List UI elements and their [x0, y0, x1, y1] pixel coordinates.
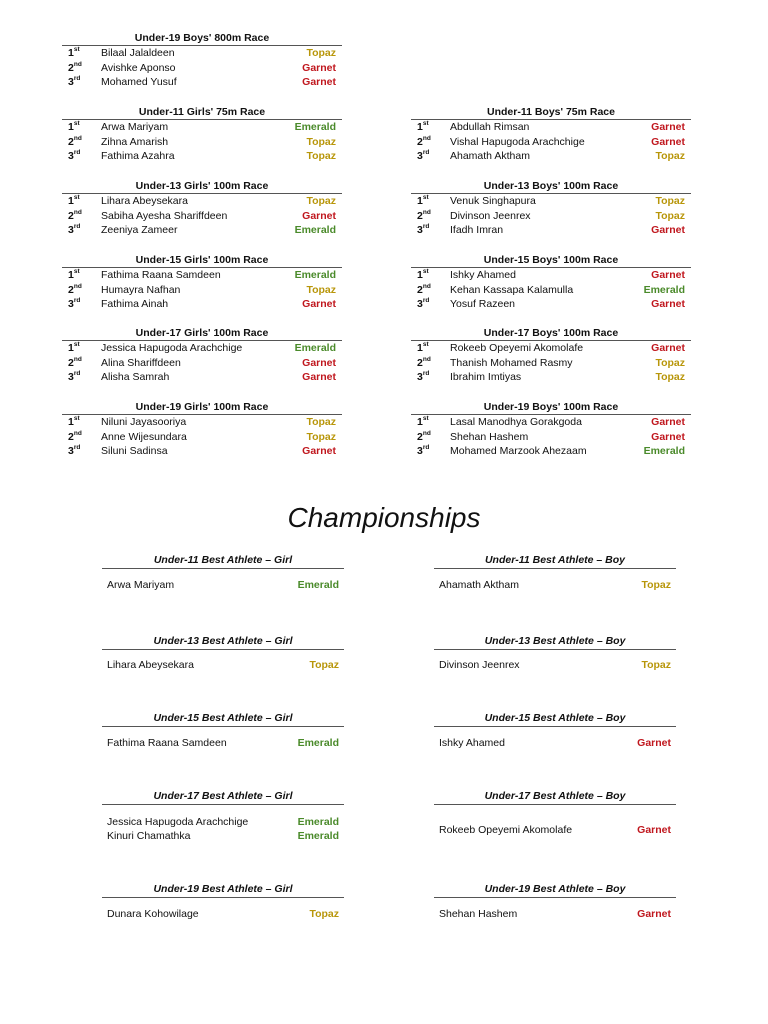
athlete-name: Shehan Hashem — [439, 908, 518, 920]
house-label: Garnet — [302, 76, 336, 89]
house-label: Topaz — [306, 283, 336, 296]
house-label: Garnet — [302, 356, 336, 369]
place-label: 3rd — [68, 149, 81, 163]
race-block — [62, 401, 342, 459]
race-row — [411, 209, 691, 224]
award-row — [102, 658, 344, 672]
athlete-name: Fathima Azahra — [101, 150, 175, 163]
house-label: Garnet — [637, 908, 671, 920]
athlete-name: Fathima Ainah — [101, 298, 169, 311]
race-title: Under-19 Boys' 100m Race — [411, 401, 691, 415]
athlete-name: Kehan Kassapa Kalamulla — [450, 283, 574, 296]
house-label: Emerald — [643, 445, 685, 458]
race-row — [62, 356, 342, 371]
race-title: Under-13 Girls' 100m Race — [62, 180, 342, 194]
athlete-name: Lihara Abeysekara — [107, 659, 194, 671]
house-label: Garnet — [302, 371, 336, 384]
house-label: Topaz — [655, 371, 685, 384]
athlete-name: Rokeeb Opeyemi Akomolafe — [439, 824, 573, 836]
place-label: 2nd — [417, 282, 431, 296]
athlete-name: Jessica Hapugoda Arachchige — [107, 816, 249, 828]
award-row — [102, 736, 344, 750]
place-label: 2nd — [68, 282, 82, 296]
race-row — [62, 61, 342, 76]
race-block — [62, 180, 342, 238]
place-label: 3rd — [68, 370, 81, 384]
house-label: Garnet — [302, 61, 336, 74]
race-row — [411, 283, 691, 298]
athlete-name: Jessica Hapugoda Arachchige — [101, 342, 243, 354]
place-label: 1st — [417, 268, 429, 281]
race-row — [62, 268, 342, 283]
award-title: Under-13 Best Athlete – Girl — [102, 634, 344, 650]
race-row — [411, 415, 691, 430]
award-row — [434, 907, 676, 921]
race-row — [62, 149, 342, 164]
house-label: Topaz — [655, 195, 685, 207]
house-label: Topaz — [641, 659, 671, 671]
race-row — [411, 341, 691, 356]
house-label: Garnet — [302, 209, 336, 222]
race-row — [62, 209, 342, 224]
race-row — [411, 120, 691, 135]
athlete-name: Humayra Nafhan — [101, 283, 181, 296]
race-block — [62, 254, 342, 312]
place-label: 1st — [417, 194, 429, 207]
award-title: Under-19 Best Athlete – Girl — [102, 882, 344, 898]
award-row — [102, 578, 344, 592]
house-label: Topaz — [306, 195, 336, 207]
place-label: 3rd — [68, 75, 81, 89]
place-label: 1st — [68, 194, 80, 207]
race-row — [411, 297, 691, 312]
athlete-name: Sabiha Ayesha Shariffdeen — [101, 209, 228, 222]
award-block — [102, 634, 344, 672]
award-block — [102, 789, 344, 843]
race-block — [411, 254, 691, 312]
award-row — [102, 815, 344, 829]
race-row — [411, 370, 691, 385]
race-row — [62, 194, 342, 209]
place-label: 1st — [417, 415, 429, 428]
place-label: 3rd — [417, 370, 430, 384]
place-label: 1st — [68, 415, 80, 428]
house-label: Emerald — [294, 269, 336, 281]
race-title: Under-19 Girls' 100m Race — [62, 401, 342, 415]
race-row — [62, 135, 342, 150]
athlete-name: Divinson Jeenrex — [450, 209, 531, 222]
award-title: Under-11 Best Athlete – Girl — [102, 553, 344, 569]
race-row — [62, 283, 342, 298]
house-label: Emerald — [297, 737, 339, 749]
award-block — [102, 553, 344, 592]
athlete-name: Mohamed Marzook Ahezaam — [450, 445, 587, 458]
athlete-name: Arwa Mariyam — [101, 121, 169, 133]
place-label: 3rd — [417, 297, 430, 311]
award-block — [434, 634, 676, 672]
athlete-name: Abdullah Rimsan — [450, 121, 530, 133]
house-label: Garnet — [651, 416, 685, 428]
house-label: Emerald — [294, 224, 336, 237]
award-title: Under-15 Best Athlete – Girl — [102, 711, 344, 727]
house-label: Garnet — [651, 135, 685, 148]
award-row — [102, 829, 344, 843]
house-label: Emerald — [297, 579, 339, 591]
athlete-name: Niluni Jayasooriya — [101, 416, 187, 428]
place-label: 3rd — [417, 149, 430, 163]
athlete-name: Venuk Singhapura — [450, 195, 536, 207]
place-label: 3rd — [417, 444, 430, 458]
award-block — [434, 553, 676, 592]
race-row — [411, 430, 691, 445]
house-label: Garnet — [302, 298, 336, 311]
place-label: 2nd — [68, 134, 82, 148]
athlete-name: Zihna Amarish — [101, 135, 169, 148]
place-label: 1st — [68, 120, 80, 133]
place-label: 3rd — [417, 223, 430, 237]
place-label: 3rd — [68, 297, 81, 311]
athlete-name: Ibrahim Imtiyas — [450, 371, 522, 384]
house-label: Topaz — [655, 209, 685, 222]
race-title: Under-17 Boys' 100m Race — [411, 327, 691, 341]
race-row — [411, 149, 691, 164]
award-title: Under-17 Best Athlete – Girl — [102, 789, 344, 805]
athlete-name: Dunara Kohowilage — [107, 908, 199, 920]
house-label: Topaz — [641, 579, 671, 591]
race-title: Under-17 Girls' 100m Race — [62, 327, 342, 341]
house-label: Garnet — [302, 445, 336, 458]
award-block — [434, 789, 676, 837]
race-title: Under-15 Boys' 100m Race — [411, 254, 691, 268]
race-block — [411, 180, 691, 238]
place-label: 3rd — [68, 444, 81, 458]
place-label: 2nd — [68, 429, 82, 443]
race-title: Under-13 Boys' 100m Race — [411, 180, 691, 194]
race-row — [62, 444, 342, 459]
award-title: Under-15 Best Athlete – Boy — [434, 711, 676, 727]
race-block — [62, 106, 342, 164]
place-label: 1st — [68, 341, 80, 354]
house-label: Topaz — [306, 150, 336, 163]
athlete-name: Zeeniya Zameer — [101, 224, 178, 237]
house-label: Emerald — [294, 342, 336, 354]
house-label: Topaz — [306, 416, 336, 428]
award-row — [102, 907, 344, 921]
house-label: Topaz — [306, 430, 336, 443]
award-block — [102, 711, 344, 750]
race-row — [62, 370, 342, 385]
place-label: 1st — [417, 120, 429, 133]
race-row — [62, 430, 342, 445]
award-block — [434, 882, 676, 921]
race-row — [62, 341, 342, 356]
place-label: 2nd — [417, 208, 431, 222]
house-label: Garnet — [651, 224, 685, 237]
race-row — [411, 356, 691, 371]
house-label: Topaz — [309, 908, 339, 920]
race-block — [411, 106, 691, 164]
house-label: Emerald — [643, 283, 685, 296]
house-label: Topaz — [309, 659, 339, 671]
athlete-name: Yosuf Razeen — [450, 298, 515, 311]
award-title: Under-13 Best Athlete – Boy — [434, 634, 676, 650]
race-row — [62, 46, 342, 61]
award-block — [102, 882, 344, 921]
house-label: Topaz — [655, 356, 685, 369]
house-label: Garnet — [637, 737, 671, 749]
race-title: Under-11 Girls' 75m Race — [62, 106, 342, 120]
athlete-name: Lasal Manodhya Gorakgoda — [450, 416, 582, 428]
athlete-name: Ishky Ahamed — [439, 737, 505, 749]
race-row — [411, 444, 691, 459]
athlete-name: Alina Shariffdeen — [101, 356, 181, 369]
award-title: Under-17 Best Athlete – Boy — [434, 789, 676, 805]
place-label: 1st — [68, 268, 80, 281]
race-row — [62, 415, 342, 430]
athlete-name: Bilaal Jalaldeen — [101, 47, 175, 59]
athlete-name: Fathima Raana Samdeen — [107, 737, 227, 749]
championships-heading: Championships — [287, 502, 481, 533]
place-label: 2nd — [68, 355, 82, 369]
athlete-name: Vishal Hapugoda Arachchige — [450, 135, 585, 148]
race-row — [411, 135, 691, 150]
race-row — [62, 223, 342, 238]
race-row — [411, 268, 691, 283]
place-label: 2nd — [417, 355, 431, 369]
house-label: Garnet — [651, 430, 685, 443]
athlete-name: Mohamed Yusuf — [101, 76, 177, 89]
race-row — [62, 120, 342, 135]
race-block — [411, 401, 691, 459]
award-row — [434, 736, 676, 750]
house-label: Garnet — [651, 342, 685, 354]
athlete-name: Avishke Aponso — [101, 61, 176, 74]
race-row — [62, 75, 342, 90]
athlete-name: Alisha Samrah — [101, 371, 170, 384]
house-label: Topaz — [306, 135, 336, 148]
house-label: Garnet — [651, 121, 685, 133]
athlete-name: Lihara Abeysekara — [101, 195, 188, 207]
race-block — [411, 327, 691, 385]
place-label: 2nd — [417, 429, 431, 443]
house-label: Garnet — [637, 824, 671, 836]
race-row — [62, 297, 342, 312]
race-row — [411, 194, 691, 209]
race-title: Under-19 Boys' 800m Race — [62, 32, 342, 46]
athlete-name: Fathima Raana Samdeen — [101, 269, 221, 281]
house-label: Emerald — [297, 816, 339, 828]
place-label: 2nd — [417, 134, 431, 148]
athlete-name: Kinuri Chamathka — [107, 830, 191, 842]
athlete-name: Rokeeb Opeyemi Akomolafe — [450, 342, 584, 354]
place-label: 1st — [417, 341, 429, 354]
award-row — [434, 658, 676, 672]
house-label: Topaz — [306, 47, 336, 59]
athlete-name: Ahamath Aktham — [439, 579, 519, 591]
athlete-name: Thanish Mohamed Rasmy — [450, 356, 573, 369]
house-label: Topaz — [655, 150, 685, 163]
athlete-name: Divinson Jeenrex — [439, 659, 520, 671]
race-row — [411, 223, 691, 238]
award-title: Under-19 Best Athlete – Boy — [434, 882, 676, 898]
race-title: Under-11 Boys' 75m Race — [411, 106, 691, 120]
athlete-name: Ahamath Aktham — [450, 150, 530, 163]
place-label: 2nd — [68, 60, 82, 74]
house-label: Emerald — [297, 830, 339, 842]
athlete-name: Arwa Mariyam — [107, 579, 175, 591]
race-title: Under-15 Girls' 100m Race — [62, 254, 342, 268]
athlete-name: Shehan Hashem — [450, 430, 529, 443]
place-label: 3rd — [68, 223, 81, 237]
house-label: Garnet — [651, 269, 685, 281]
place-label: 1st — [68, 46, 80, 59]
athlete-name: Anne Wijesundara — [101, 430, 187, 443]
athlete-name: Ifadh Imran — [450, 224, 504, 237]
house-label: Emerald — [294, 121, 336, 133]
race-block — [62, 327, 342, 385]
award-title: Under-11 Best Athlete – Boy — [434, 553, 676, 569]
race-block — [62, 32, 342, 90]
award-row — [434, 578, 676, 592]
house-label: Garnet — [651, 298, 685, 311]
athlete-name: Siluni Sadinsa — [101, 445, 168, 458]
place-label: 2nd — [68, 208, 82, 222]
athlete-name: Ishky Ahamed — [450, 269, 516, 281]
award-row — [434, 823, 676, 837]
award-block — [434, 711, 676, 750]
